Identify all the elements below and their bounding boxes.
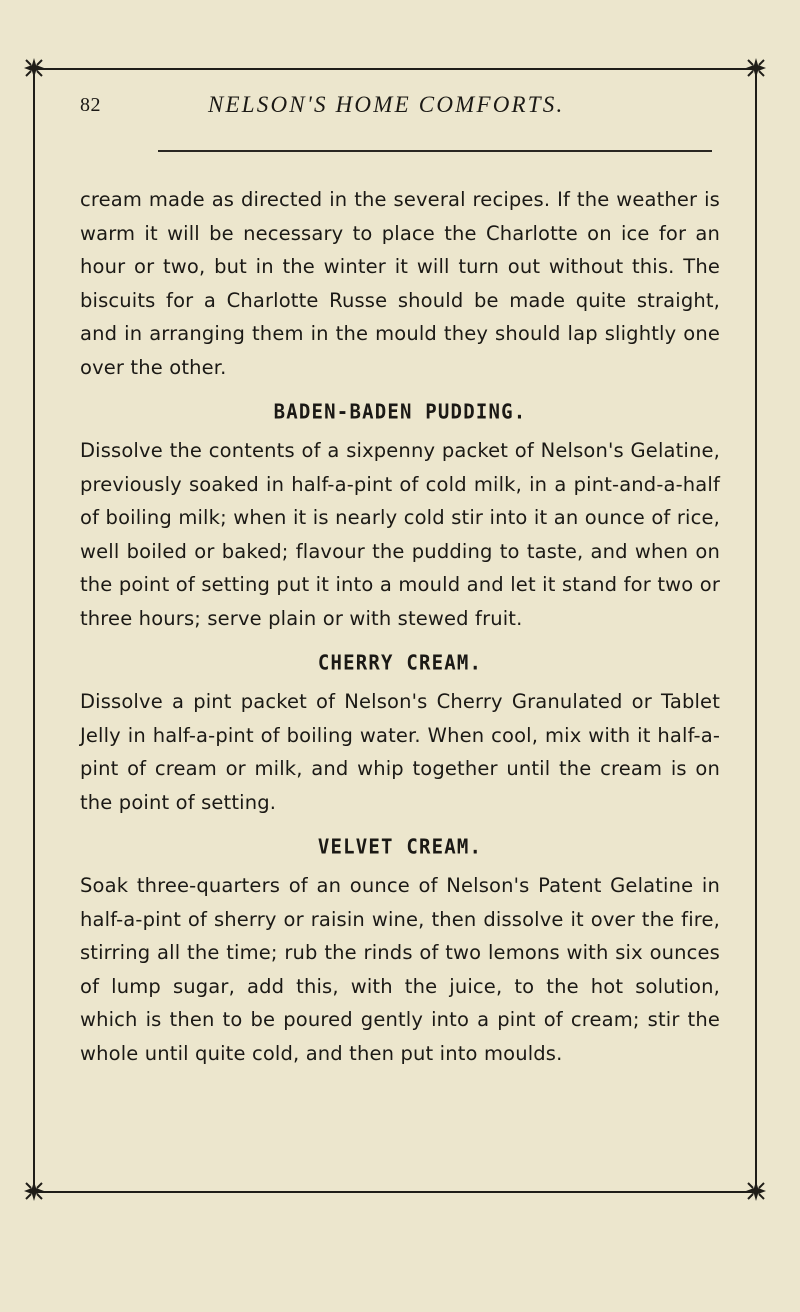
running-head	[80, 92, 720, 132]
recipe-text-cherry-cream: Dissolve a pint packet of Nelson's Cherry Granulated or Tablet Jelly in half-a-pint of boiling water. When cool, mix with it half-a-pint of cream or milk, and whip together until the cream is on the point of setting.	[80, 690, 720, 814]
recipe-heading-velvet-cream: VELVET CREAM.	[317, 835, 483, 859]
recipe-text-velvet-cream: Soak three-quarters of an ounce of Nelson's Patent Gelatine in half-a-pint of sherry or raisin wine, then dissolve it over the fire, stirring all the time; rub the rinds of two lemons with six ounces of lump sugar, add this, with the juice, to the hot solution, which is then to be poured gently into a pint of cream; stir the whole until quite cold, and then put into moulds.	[80, 874, 720, 1065]
top-border-rule	[34, 68, 758, 70]
maltese-cross-icon	[23, 1180, 45, 1202]
maltese-cross-icon	[23, 57, 45, 79]
bottom-border-rule	[34, 1191, 758, 1193]
maltese-cross-icon	[745, 57, 767, 79]
recipe-heading-baden-baden-pudding: BADEN-BADEN PUDDING.	[273, 400, 527, 424]
recipe-heading-cherry-cream: CHERRY CREAM.	[317, 651, 483, 675]
page-number: 82	[80, 94, 101, 116]
intro-paragraph: cream made as directed in the several recipes. If the weather is warm it will be necessary to place the Charlotte on ice for an hour or two, but in the winter it will turn out without this. The biscuits for a Charlotte Russe should be made quite straight, and in arranging them in the mould they should lap slightly one over the other.	[80, 188, 720, 379]
header-rule	[158, 150, 712, 152]
recipe-text-baden-baden-pudding: Dissolve the contents of a sixpenny packet of Nelson's Gelatine, previously soaked in half-a-pint of cold milk, in a pint-and-a-half of boiling milk; when it is nearly cold stir into it an ounce of rice, well boiled or baked; flavour the pudding to taste, and when on the point of setting put it into a mould and let it stand for two or three hours; serve plain or with stewed fruit.	[80, 439, 720, 630]
running-title: NELSON'S HOME COMFORTS.	[208, 92, 565, 117]
right-border-rule	[755, 68, 757, 1192]
maltese-cross-icon	[745, 1180, 767, 1202]
left-border-rule	[33, 68, 35, 1192]
page-body	[80, 183, 720, 1070]
